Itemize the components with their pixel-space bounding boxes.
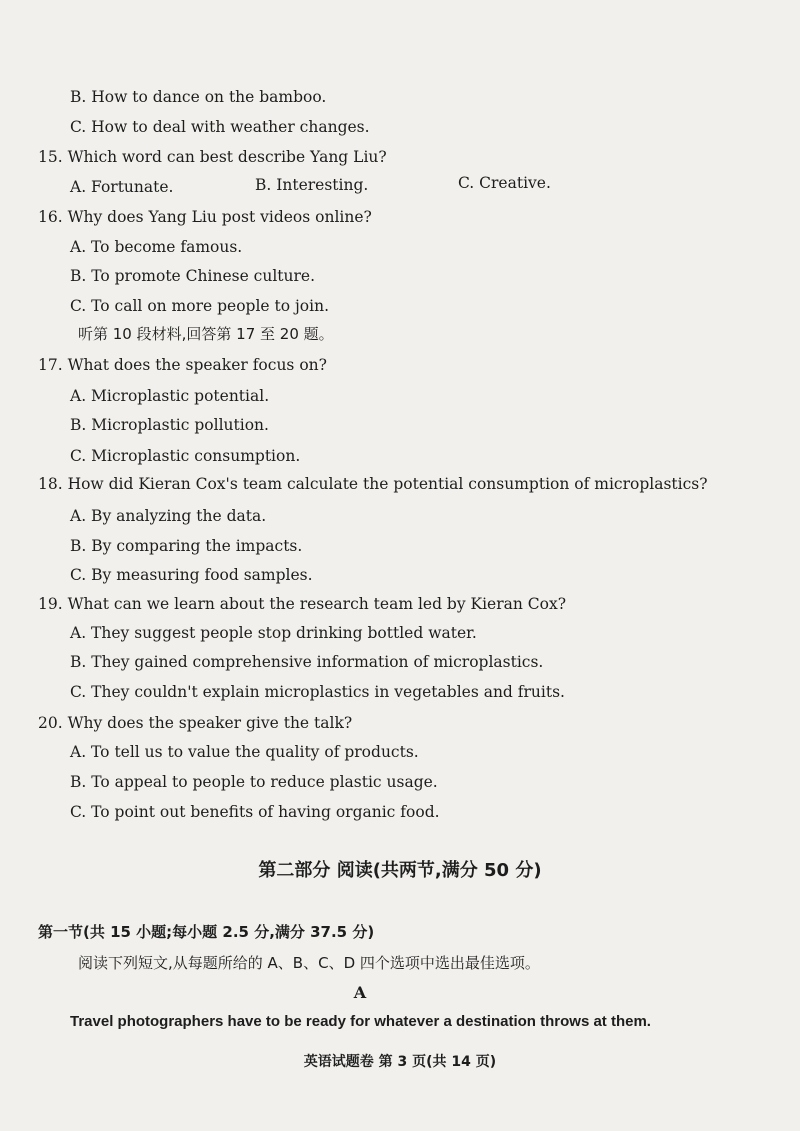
page-footer: 英语试题卷 第 3 页(共 14 页) (303, 1054, 497, 1070)
question-17-stem: 17. What does the speaker focus on? (38, 356, 327, 374)
q18-option-a: A. By analyzing the data. (70, 507, 267, 525)
q18-option-c: C. By measuring food samples. (70, 566, 313, 584)
q15-option-b: B. Interesting. (255, 176, 369, 194)
q20-option-c: C. To point out benefits of having organic food. (70, 803, 440, 821)
question-18-stem: 18. How did Kieran Cox's team calculate the potential consumption of microplastics? (38, 475, 708, 493)
q20-option-a: A. To tell us to value the quality of products. (70, 743, 419, 761)
q15-option-c: C. Creative. (458, 174, 551, 192)
q17-option-c: C. Microplastic consumption. (70, 447, 301, 465)
question-19-stem: 19. What can we learn about the research team led by Kieran Cox? (38, 595, 567, 613)
q17-option-a: A. Microplastic potential. (70, 387, 270, 405)
question-15-stem: 15. Which word can best describe Yang Liu? (38, 148, 387, 166)
q19-option-b: B. They gained comprehensive information of microplastics. (70, 653, 544, 671)
q17-option-b: B. Microplastic pollution. (70, 416, 269, 434)
q16-option-b: B. To promote Chinese culture. (70, 267, 316, 285)
q19-option-a: A. They suggest people stop drinking bottled water. (70, 624, 477, 642)
passage-letter: A (353, 983, 367, 1002)
q20-option-b: B. To appeal to people to reduce plastic usage. (70, 773, 438, 791)
q14-option-b: B. How to dance on the bamboo. (70, 88, 327, 106)
q16-option-a: A. To become famous. (70, 238, 243, 256)
q14-option-c: C. How to deal with weather changes. (70, 118, 370, 136)
passage-first-line: Travel photographers have to be ready for whatever a destination throws at them. (70, 1013, 651, 1030)
question-16-stem: 16. Why does Yang Liu post videos online? (38, 208, 372, 226)
section-one-title: 第一节(共 15 小题;每小题 2.5 分,满分 37.5 分) (38, 923, 375, 941)
question-20-stem: 20. Why does the speaker give the talk? (38, 714, 353, 732)
q19-option-c: C. They couldn't explain microplastics in vegetables and fruits. (70, 683, 565, 701)
q16-option-c: C. To call on more people to join. (70, 297, 329, 315)
section-one-instruction: 阅读下列短文,从每题所给的 A、B、C、D 四个选项中选出最佳选项。 (78, 954, 540, 972)
q18-option-b: B. By comparing the impacts. (70, 537, 303, 555)
q15-option-a: A. Fortunate. (70, 178, 174, 196)
part-two-heading: 第二部分 阅读(共两节,满分 50 分) (258, 860, 542, 881)
material-instruction: 听第 10 段材料,回答第 17 至 20 题。 (78, 325, 334, 343)
